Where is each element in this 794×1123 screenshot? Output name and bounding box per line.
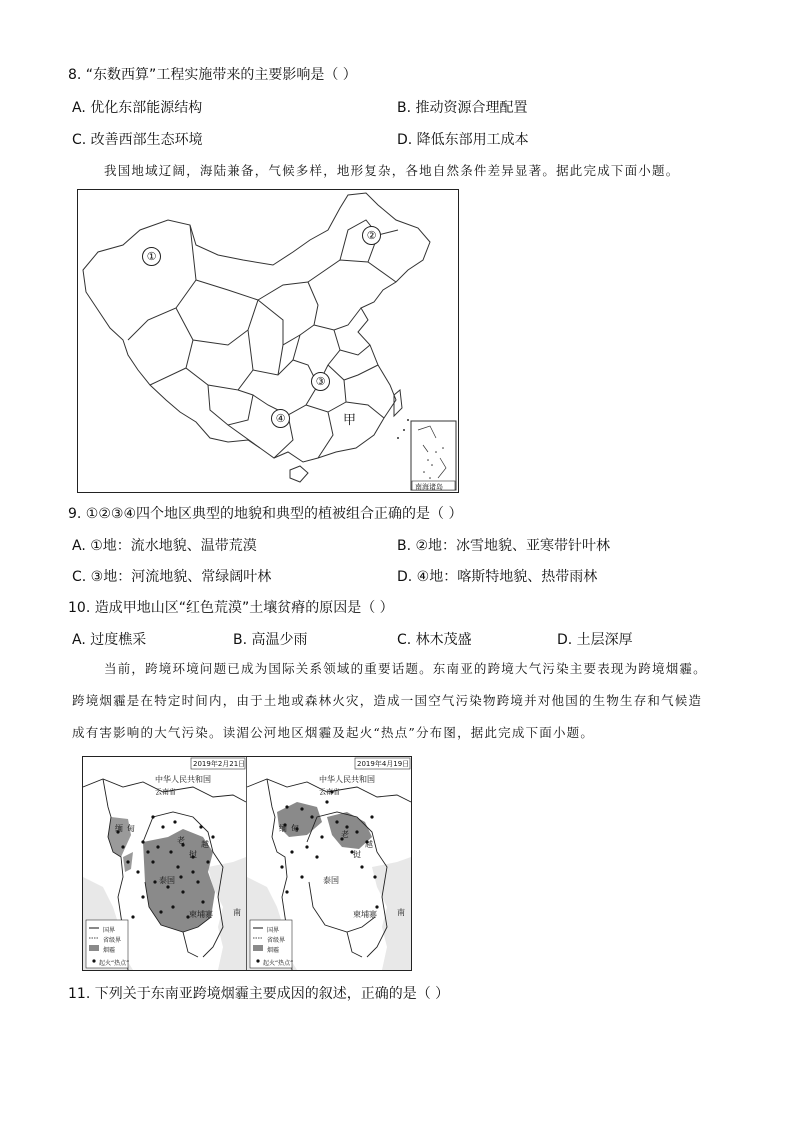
inset-label: 南海诸岛 (415, 483, 443, 491)
region-3-marker: ③ (311, 372, 330, 391)
right-laos-2: 挝 (353, 850, 361, 859)
q9-option-d[interactable]: D. ④地：喀斯特地貌、热带雨林 (397, 569, 598, 585)
q8-stem: 8. “东数西算”工程实施带来的主要影响是（ ） (68, 67, 357, 83)
china-map (77, 189, 459, 493)
south-china-sea-inset (411, 421, 456, 490)
q8-option-b[interactable]: B. 推动资源合理配置 (397, 100, 528, 116)
right-vietnam-1: 越 (365, 840, 373, 849)
left-cambodia-label: 柬埔寨 (189, 910, 213, 919)
left-thailand-label: 泰国 (159, 876, 175, 885)
right-vietnam-2: 南 (397, 908, 405, 917)
q10-option-d[interactable]: D. 土层深厚 (557, 632, 633, 648)
q8-option-d[interactable]: D. 降低东部用工成本 (397, 132, 529, 148)
haze-maps-drawing (83, 757, 411, 970)
left-vietnam-1: 越 (201, 840, 209, 849)
q8-option-a[interactable]: A. 优化东部能源结构 (72, 100, 203, 116)
q10-option-a[interactable]: A. 过度樵采 (72, 632, 147, 648)
intro-map-text: 我国地域辽阔，海陆兼备，气候多样，地形复杂，各地自然条件差异显著。据此完成下面小题。 (104, 163, 680, 178)
left-myanmar-1: 缅 (115, 824, 123, 833)
left-vietnam-2: 南 (233, 908, 241, 917)
left-legend-hotspot: 起火“热点” (99, 960, 130, 967)
left-legend-border: 国界 (103, 927, 116, 934)
right-thailand-label: 泰国 (323, 876, 339, 885)
left-laos-1: 老 (177, 836, 185, 845)
right-legend-hotspot: 起火“热点” (263, 960, 294, 967)
q9-option-a[interactable]: A. ①地：流水地貌、温带荒漠 (72, 538, 257, 554)
right-myanmar-2: 甸 (291, 824, 299, 833)
intro-haze-line-2: 跨境烟霾是在特定时间内，由于土地或森林火灾，造成一国空气污染物跨境并对他国的生物生存和气候造 (72, 693, 703, 708)
left-legend-haze: 烟霾 (103, 947, 116, 954)
region-4-marker: ④ (271, 409, 290, 428)
q11-stem: 11. 下列关于东南亚跨境烟霾主要成因的叙述，正确的是（ ） (68, 986, 450, 1002)
region-1-marker: ① (142, 247, 161, 266)
q10-option-b[interactable]: B. 高温少雨 (233, 632, 308, 648)
right-prc-label: 中华人民共和国 (319, 775, 375, 784)
q9-option-c[interactable]: C. ③地：河流地貌、常绿阔叶林 (72, 569, 272, 585)
right-myanmar-1: 缅 (279, 824, 287, 833)
q9-option-b[interactable]: B. ②地：冰雪地貌、亚寒带针叶林 (397, 538, 611, 554)
left-date-label: 2019年2月21日 (193, 760, 246, 768)
region-2-marker: ② (362, 226, 381, 245)
left-laos-2: 挝 (189, 850, 197, 859)
right-legend-haze: 烟霾 (267, 947, 280, 954)
q10-option-c[interactable]: C. 林木茂盛 (397, 632, 472, 648)
left-legend-province: 省级界 (103, 937, 122, 944)
q8-option-c[interactable]: C. 改善西部生态环境 (72, 132, 203, 148)
q9-stem: 9. ①②③④四个地区典型的地貌和典型的植被组合正确的是（ ） (68, 506, 463, 522)
right-date-label: 2019年4月19日 (357, 760, 410, 768)
left-yunnan-label: 云南省 (155, 788, 176, 796)
right-legend-province: 省级界 (267, 937, 286, 944)
intro-haze-line-3: 成有害影响的大气污染。读湄公河地区烟霾及起火“热点”分布图，据此完成下面小题。 (72, 725, 595, 740)
intro-haze-line-1: 当前，跨境环境问题已成为国际关系领域的重要话题。东南亚的跨境大气污染主要表现为跨境烟霾。 (104, 661, 707, 676)
china-map-drawing (78, 190, 458, 492)
region-jia-label: 甲 (343, 413, 357, 428)
q10-stem: 10. 造成甲地山区“红色荒漠”土壤贫瘠的原因是（ ） (68, 600, 394, 616)
left-prc-label: 中华人民共和国 (155, 775, 211, 784)
haze-maps-figure (82, 756, 412, 971)
right-yunnan-label: 云南省 (319, 788, 340, 796)
right-legend-border: 国界 (267, 927, 280, 934)
left-myanmar-2: 甸 (127, 824, 135, 833)
right-laos-1: 老 (341, 830, 349, 839)
right-cambodia-label: 柬埔寨 (353, 910, 377, 919)
